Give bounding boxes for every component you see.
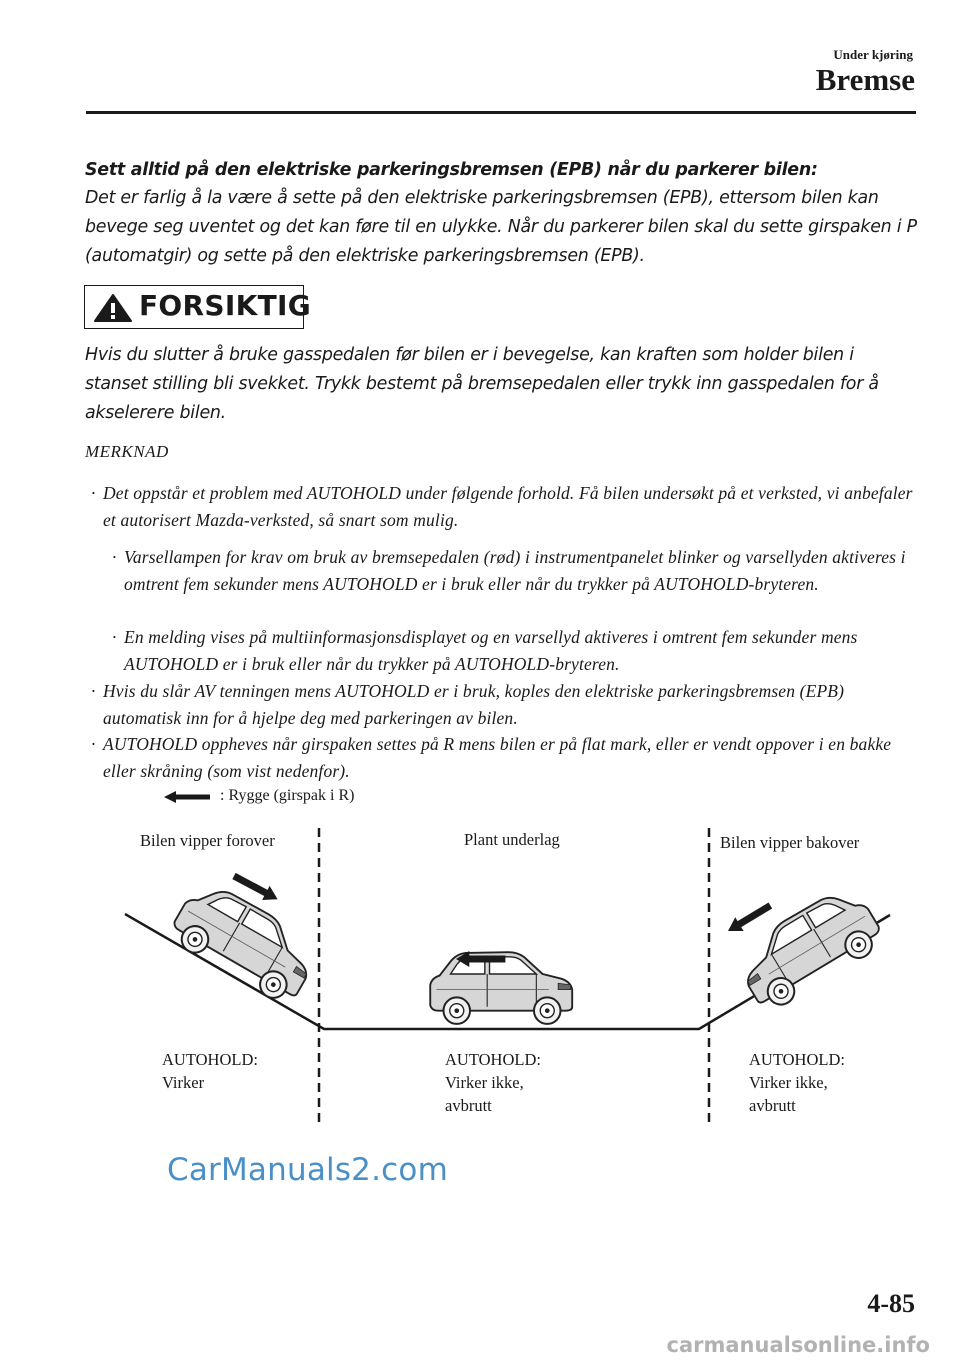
panel-status-flat	[445, 1048, 541, 1117]
status-line: avbrutt	[749, 1096, 796, 1115]
page-title: Bremse	[815, 62, 915, 97]
note-item	[91, 480, 918, 534]
reverse-arrow-icon	[164, 790, 212, 804]
panel-caption-backward: Bilen vipper bakover	[720, 833, 860, 852]
status-line: AUTOHOLD:	[749, 1050, 845, 1069]
note-text: AUTOHOLD oppheves når girspaken settes på R mens bilen er på flat mark, eller er vendt oppover i en bakke eller skråning (som vist nedenfor).	[103, 734, 892, 781]
page-number: 4-85	[867, 1289, 915, 1318]
caution-box	[84, 285, 311, 329]
section-label: Under kjøring	[833, 47, 913, 62]
panel-caption-forward: Bilen vipper forover	[140, 831, 275, 850]
status-line: AUTOHOLD:	[445, 1050, 541, 1069]
bullet: ·	[112, 547, 117, 567]
header-rule	[86, 111, 916, 114]
footer-site: carmanualsonline.info	[666, 1333, 930, 1357]
note-text: En melding vises på multiinformasjonsdisplayet og en varsellyd aktiveres i omtrent fem sekunder mens AUTOHOLD er i bruk eller når du trykker på AUTOHOLD-bryteren.	[124, 627, 858, 674]
note-item	[91, 678, 918, 732]
panel-caption-flat: Plant underlag	[464, 830, 560, 849]
status-line: Virker ikke,	[445, 1073, 524, 1092]
note-subitem	[112, 544, 914, 598]
bullet: ·	[91, 483, 96, 503]
note-text: Det oppstår et problem med AUTOHOLD under følgende forhold. Få bilen undersøkt på et verksted, vi anbefaler et autorisert Mazda-verksted, så snart som mulig.	[103, 483, 913, 530]
note-subitem	[112, 624, 914, 678]
caution-body: Hvis du slutter å bruke gasspedalen før bilen er i bevegelse, kan kraften som holder bilen i stanset stilling bli svekket. Trykk bestemt på bremsepedalen eller trykk inn gasspedalen for å akselerere bilen.	[85, 345, 879, 423]
note-text: Varsellampen for krav om bruk av bremsepedalen (rød) i instrumentpanelet blinker og varsellyden aktiveres i omtrent fem sekunder mens AUTOHOLD er i bruk eller når du trykker på AUTOHOLD-bryteren.	[124, 547, 906, 594]
car-tilted-backward	[729, 881, 888, 1016]
note-heading: MERKNAD	[85, 442, 169, 461]
status-line: avbrutt	[445, 1096, 492, 1115]
panel-status-forward	[162, 1048, 258, 1094]
watermark: CarManuals2.com	[167, 1152, 448, 1188]
car-tilted-forward	[165, 875, 324, 1008]
bullet: ·	[112, 627, 117, 647]
note-item	[91, 731, 918, 785]
status-line: Virker ikke,	[749, 1073, 828, 1092]
status-line: Virker	[162, 1073, 205, 1092]
note-text: Hvis du slår AV tenningen mens AUTOHOLD er i bruk, koples den elektriske parkeringsbremsen (EPB) automatisk inn for å hjelpe deg med parkeringen av bilen.	[103, 681, 845, 728]
status-line: AUTOHOLD:	[162, 1050, 258, 1069]
warning-body: Det er farlig å la være å sette på den elektriske parkeringsbremsen (EPB), ettersom bilen kan bevege seg uventet og det kan føre til en ulykke. Når du parkerer bilen skal du sette girspaken i P (automatgir) og sette på den elektriske parkeringsbremsen (EPB).	[85, 188, 917, 266]
caution-label: FORSIKTIG	[139, 289, 311, 322]
panel-status-backward	[749, 1048, 845, 1117]
legend-text: : Rygge (girspak i R)	[220, 787, 355, 804]
car-flat	[430, 952, 572, 1024]
warning-triangle-icon	[93, 293, 133, 323]
warning-title: Sett alltid på den elektriske parkeringsbremsen (EPB) når du parkerer bilen:	[85, 160, 818, 180]
reverse-arrow-backward	[724, 899, 775, 938]
bullet: ·	[91, 734, 96, 754]
bullet: ·	[91, 681, 96, 701]
